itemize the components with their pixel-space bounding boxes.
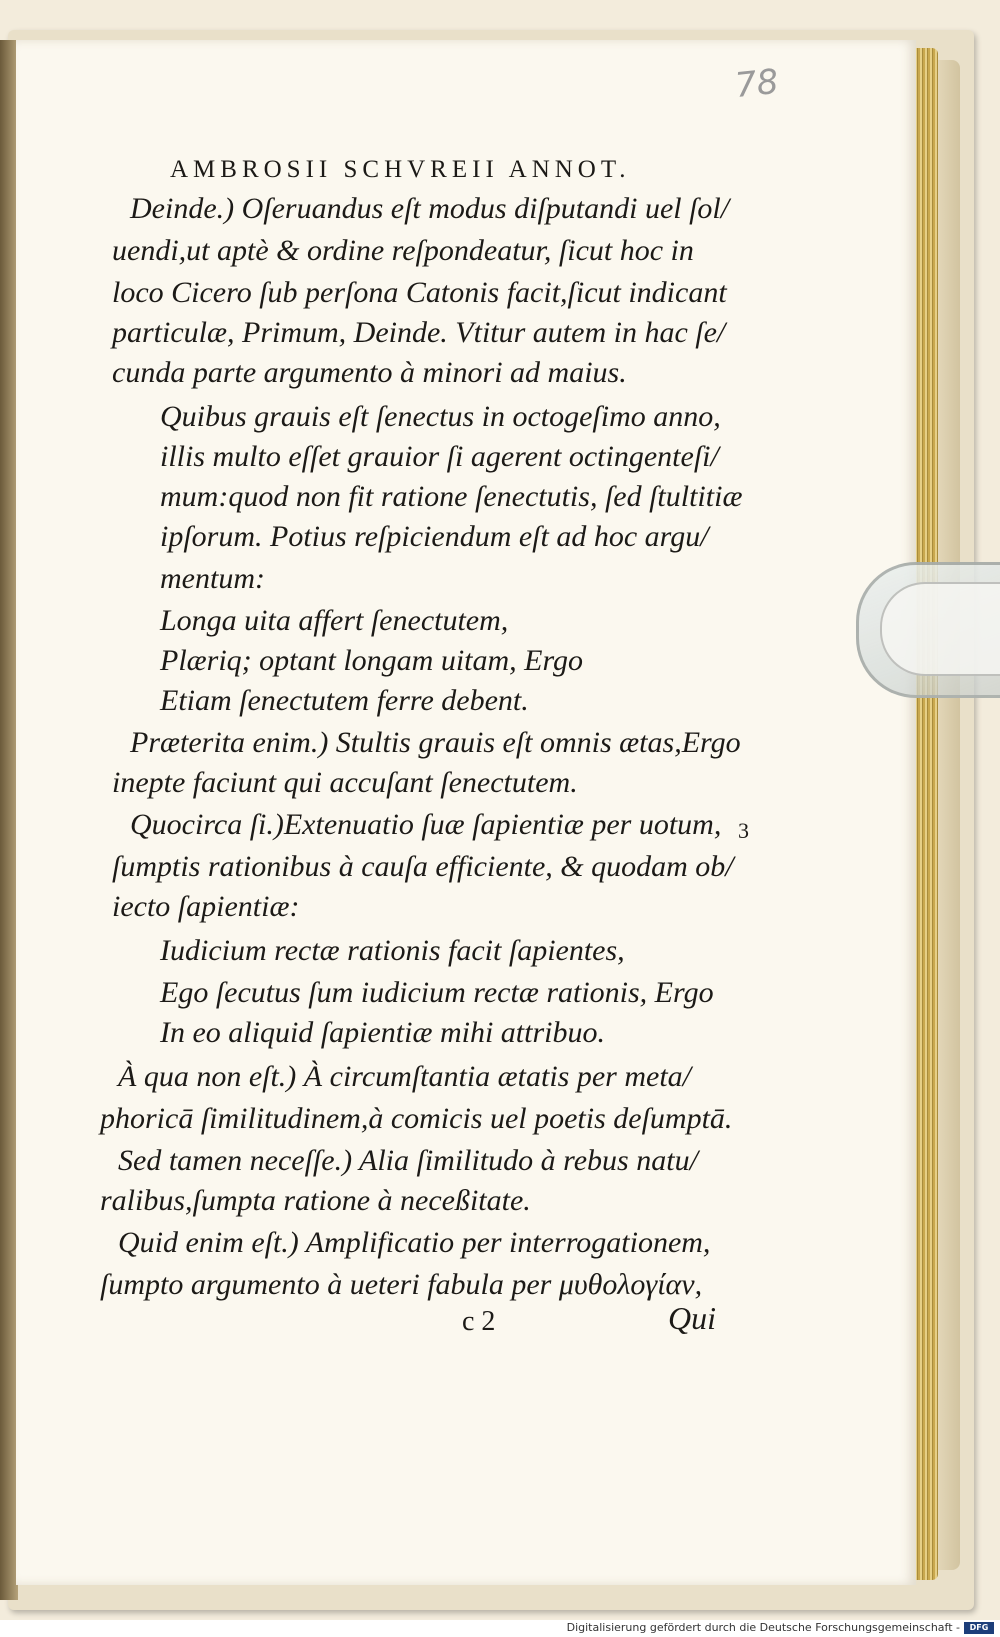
text-line: ſumptis rationibus à cauſa efficiente, & quodam ob/ [112, 850, 734, 883]
text-line: illis multo eſſet grauior ſi agerent octingenteſi/ [160, 440, 719, 473]
text-line: Iudicium rectæ rationis facit ſapientes, [160, 934, 625, 967]
text-line: cunda parte argumento à minori ad maius. [112, 356, 627, 389]
text-line: Sed tamen neceſſe.) Alia ſimilitudo à rebus natu/ [118, 1144, 698, 1177]
text-line: ſumpto argumento à ueteri fabula per μυθολογίαν, [100, 1268, 703, 1301]
text-line: Quid enim eſt.) Amplificatio per interrogationem, [118, 1226, 711, 1259]
text-line: loco Cicero ſub perſona Catonis facit,ſicut indicant [112, 276, 727, 309]
text-line: particulæ, Primum, Deinde. Vtitur autem in hac ſe/ [112, 316, 726, 349]
text-line: mum:quod non fit ratione ſenectutis, ſed ſtultitiæ [160, 480, 743, 513]
text-line: mentum: [160, 562, 265, 595]
text-line: inepte faciunt qui accuſant ſenectutem. [112, 766, 578, 799]
text-line: ipſorum. Potius reſpiciendum eſt ad hoc argu/ [160, 520, 709, 553]
text-line: Ego ſecutus ſum iudicium rectæ rationis, Ergo [160, 976, 714, 1009]
page-clip-inner [880, 582, 1000, 676]
text-line: Quibus grauis eſt ſenectus in octogeſimo anno, [160, 400, 721, 433]
text-line: uendi,ut aptè & ordine reſpondeatur, ſicut hoc in [112, 234, 694, 267]
cover-edge [938, 60, 960, 1570]
text-line: ralibus,ſumpta ratione à neceßitate. [100, 1184, 531, 1217]
text-line: Plæriq; optant longam uitam, Ergo [160, 644, 584, 677]
text-line: Quocirca ſi.)Extenuatio ſuæ ſapientiæ per uotum, [130, 808, 722, 841]
text-line: Deinde.) Oſeruandus eſt modus diſputandi uel ſol/ [130, 192, 730, 225]
folio-number: 78 [733, 61, 781, 107]
catchword: Qui [668, 1300, 716, 1336]
footer-credit: Digitalisierung gefördert durch die Deutsche Forschungsgemeinschaft - [566, 1621, 960, 1634]
signature-mark: c 2 [462, 1306, 496, 1337]
text-line: À qua non eſt.) À circumſtantia ætatis per meta/ [118, 1060, 691, 1093]
text-line: Etiam ſenectutem ferre debent. [160, 684, 529, 717]
dfg-logo: DFG [964, 1622, 994, 1634]
running-header: AMBROSII SCHVREII ANNOT. [170, 156, 631, 183]
text-line: Præterita enim.) Stultis grauis eſt omnis ætas,Ergo [130, 726, 741, 759]
text-line: phoricā ſimilitudinem,à comicis uel poetis deſumptā. [100, 1102, 733, 1135]
text-line: Longa uita affert ſenectutem, [160, 604, 509, 637]
text-line: iecto ſapientiæ: [112, 890, 300, 923]
text-line: In eo aliquid ſapientiæ mihi attribuo. [160, 1016, 605, 1049]
margin-mark: 3 [738, 818, 749, 843]
